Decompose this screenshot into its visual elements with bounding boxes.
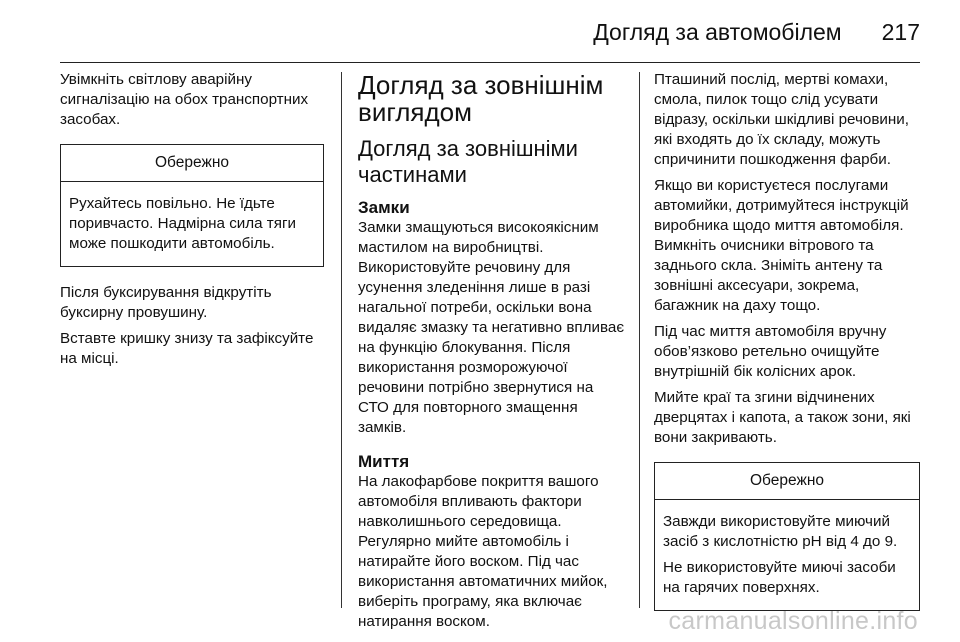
caution-text-ph: Завжди використовуйте миючий засіб з кислотністю pH від 4 до 9. bbox=[663, 513, 898, 550]
subsection-title: Догляд за зовнішніми частинами bbox=[358, 136, 578, 187]
caution-body bbox=[61, 182, 323, 266]
towing-eye-paragraph: Після буксирування відкрутіть буксирну провушину. bbox=[60, 284, 272, 321]
caution-text: Рухайтесь повільно. Не їдьте поривчасто. Надмірна сила тяги може пошкодити автомобіль. bbox=[69, 195, 297, 252]
caution-text-hot-surfaces: Не використовуйте миючі засоби на гарячих поверхнях. bbox=[663, 559, 896, 596]
caution-box-detergent bbox=[654, 462, 920, 611]
caution-box bbox=[60, 144, 324, 267]
caution-heading: Обережно bbox=[61, 145, 323, 182]
car-wash-paragraph: Якщо ви користуєтеся послугами автомийки, дотримуйтеся інструкцій виробника щодо миття автомобіля. Вимкніть очисники вітрового та заднього скла. Зніміть антену та зовнішні аксесуари, зокрема, багажник на даху тощо. bbox=[654, 177, 909, 314]
page-header bbox=[593, 12, 920, 52]
washing-text: На лакофарбове покриття вашого автомобіля впливають фактори навколишнього середовища. Регулярно мийте автомобіль і натирайте його воском. Під час використання автоматичних мийок, виберіть програму, яка включає натирання воском. bbox=[358, 473, 608, 630]
washing-heading: Миття bbox=[358, 452, 410, 471]
header-divider bbox=[60, 62, 920, 63]
caution-body bbox=[655, 500, 919, 610]
watermark: carmanualsonline.info bbox=[668, 607, 918, 635]
column-left bbox=[60, 70, 324, 375]
locks-text: Замки змащуються високоякісним мастилом на виробництві. Використовуйте речовину для усунення зледеніння лише в разі нагальної потреби, оскільки вона видаляє змазку та негативно впливає на функцію блокування. Після використання розморожуючої речовини потрібно звернутися на СТО для повторного змащення замків. bbox=[358, 219, 625, 436]
section-title: Догляд за зовнішнім виглядом bbox=[358, 70, 604, 127]
column-right bbox=[654, 70, 920, 627]
wheel-arch-paragraph: Під час миття автомобіля вручну обов’язково ретельно очищуйте внутрішній бік колісних арок. bbox=[654, 323, 887, 380]
column-middle bbox=[358, 70, 628, 638]
cover-paragraph: Вставте кришку знизу та зафіксуйте на місці. bbox=[60, 330, 314, 367]
door-edges-paragraph: Мийте краї та згини відчинених дверцятах і капота, а також зони, які вони закривають. bbox=[654, 389, 911, 446]
intro-paragraph: Увімкніть світлову аварійну сигналізацію на обох транспортних засобах. bbox=[60, 71, 309, 128]
bird-droppings-paragraph: Пташиний послід, мертві комахи, смола, пилок тощо слід усувати відразу, оскільки шкідливі речовини, які входять до їх складу, можуть спричинити пошкодження фарби. bbox=[654, 71, 909, 168]
column-divider-right bbox=[639, 72, 640, 608]
page-number: 217 bbox=[881, 18, 920, 45]
locks-heading: Замки bbox=[358, 198, 410, 217]
caution-heading: Обережно bbox=[655, 463, 919, 500]
header-title: Догляд за автомобілем bbox=[593, 18, 842, 45]
column-divider-left bbox=[341, 72, 342, 608]
